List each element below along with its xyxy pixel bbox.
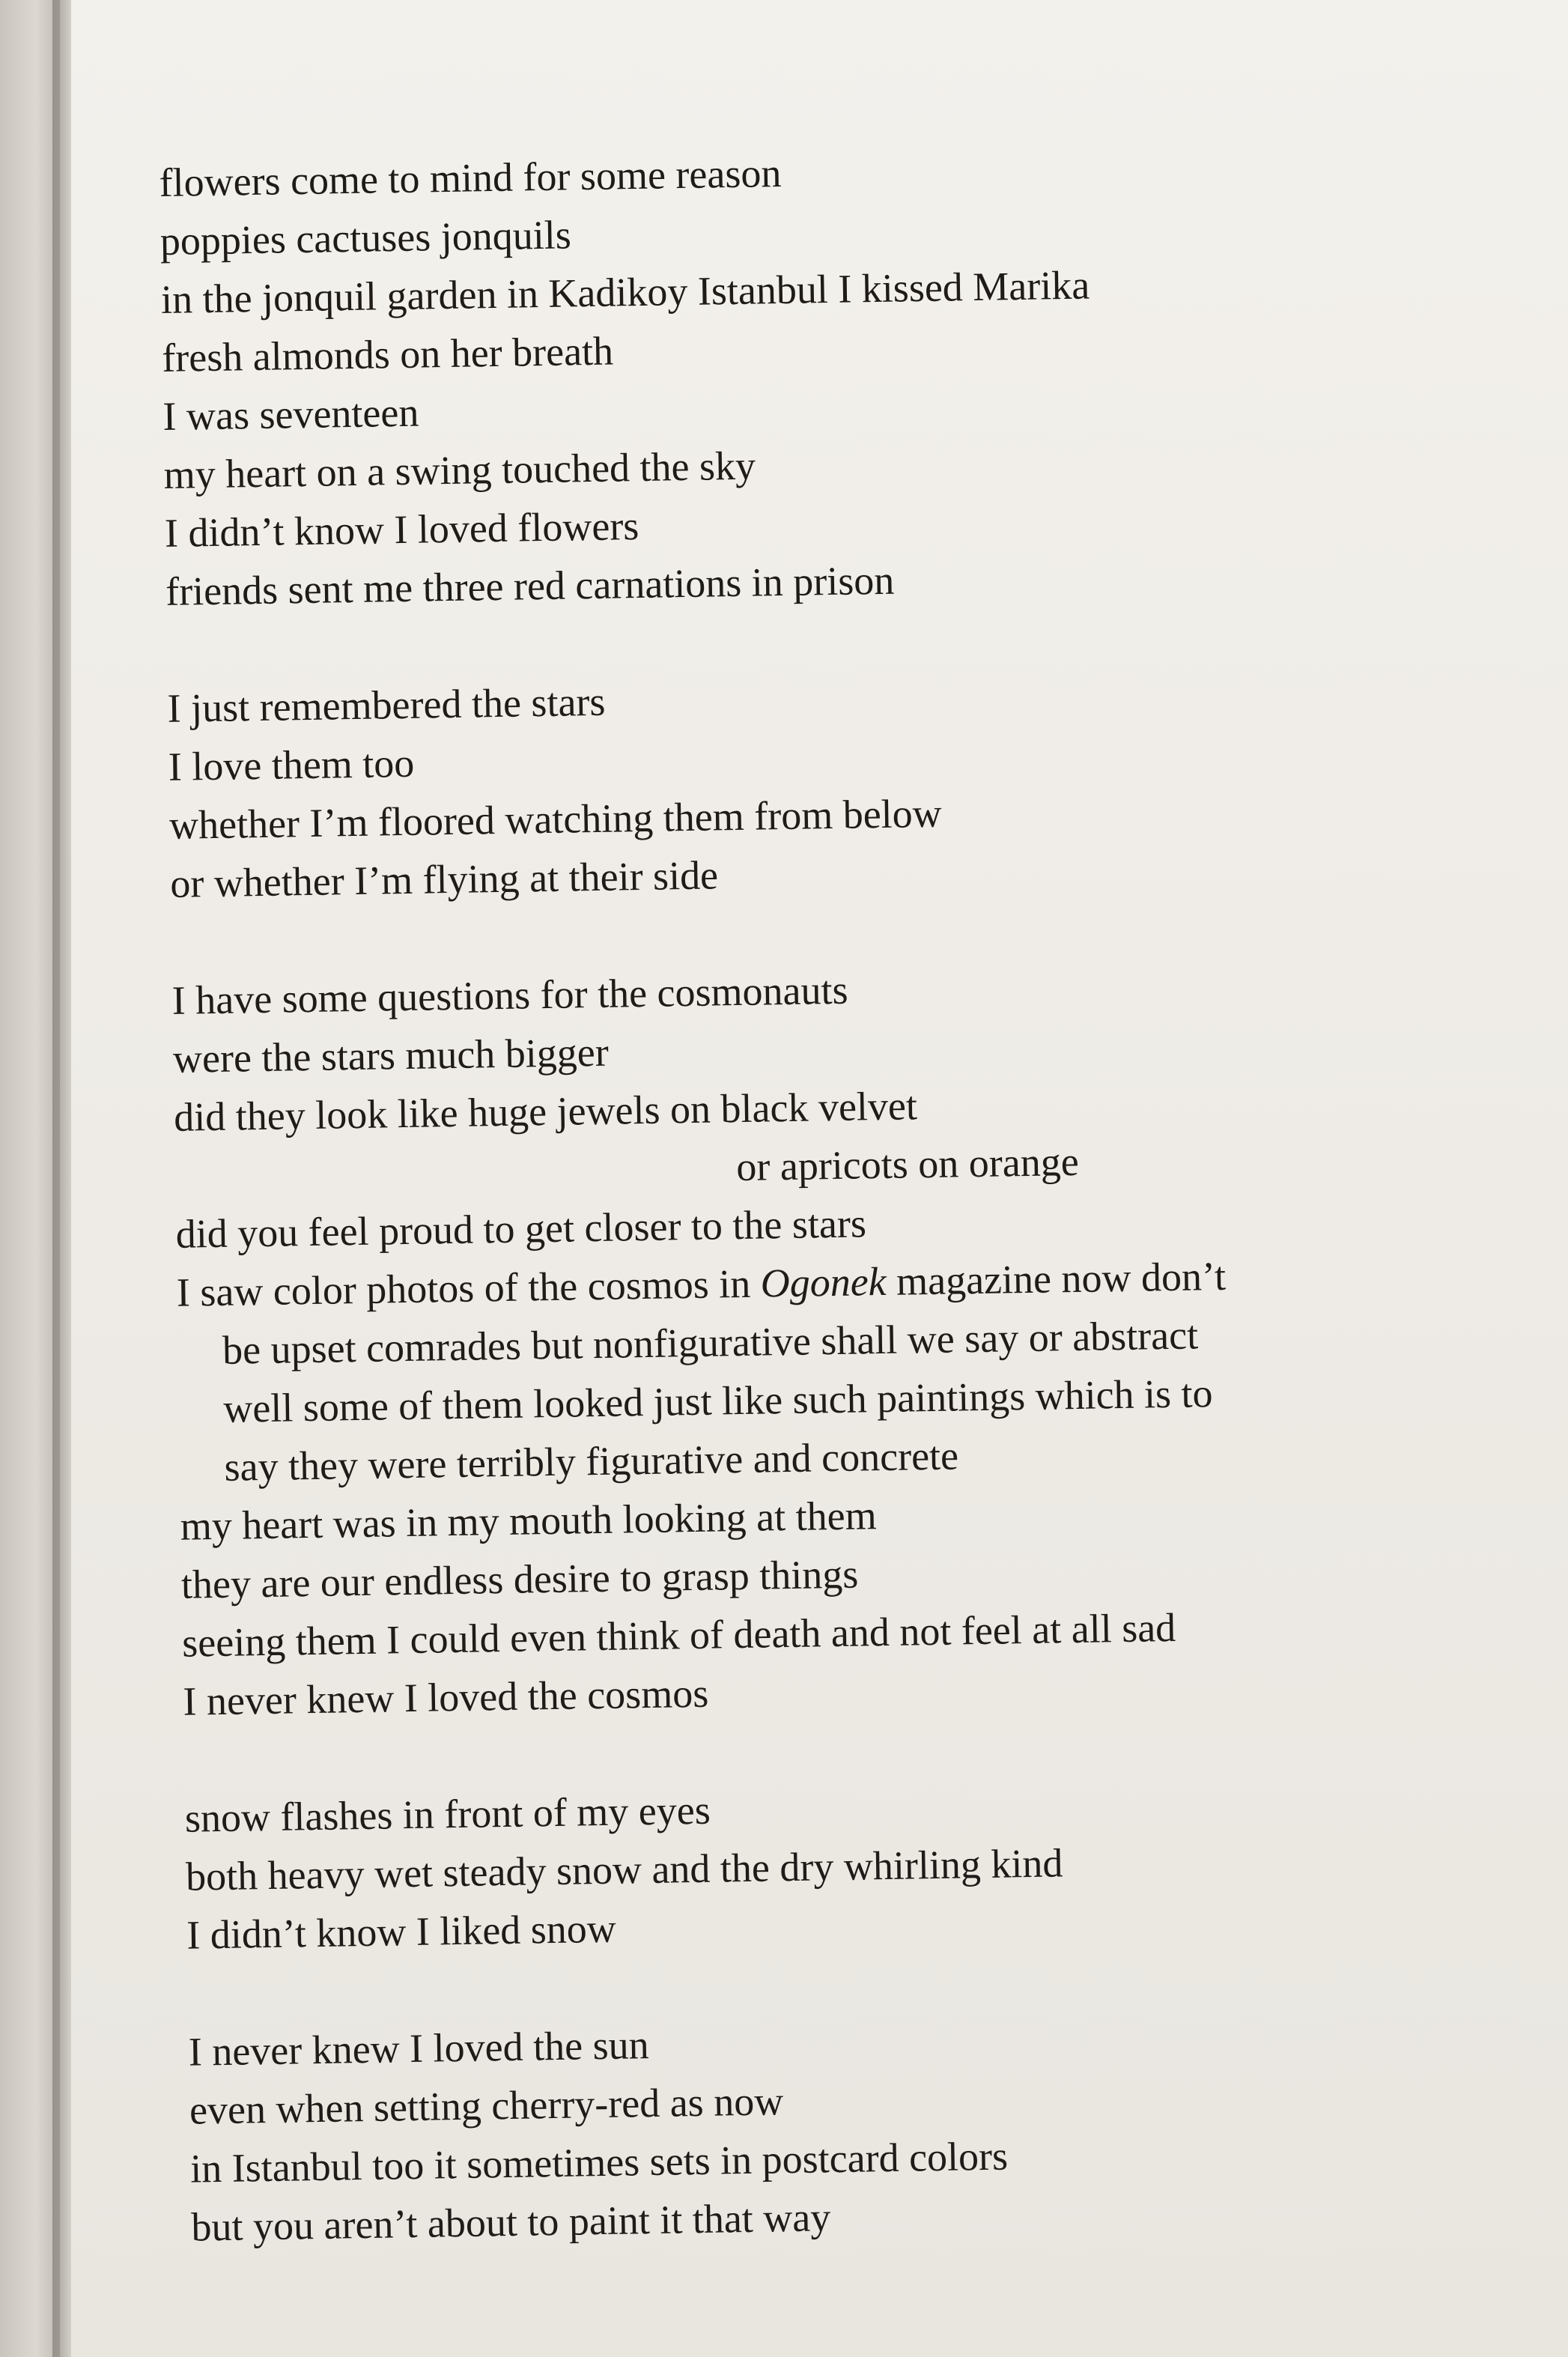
poem-line: I just remembered the stars xyxy=(167,679,606,731)
poem-line: poppies cactuses jonquils xyxy=(159,212,572,264)
poem-line: even when setting cherry-red as now xyxy=(189,2078,784,2133)
poem-line: I didn’t know I loved flowers xyxy=(164,503,639,556)
magazine-title: Ogonek xyxy=(760,1258,887,1306)
poem-line: whether I’m floored watching them from below xyxy=(168,790,943,848)
poem-text xyxy=(159,133,1465,2256)
poem-line-continued: well some of them looked just like such paintings which is to xyxy=(222,1371,1213,1431)
poem-line: I have some questions for the cosmonauts xyxy=(171,967,848,1023)
poem-line: I never knew I loved the cosmos xyxy=(182,1670,709,1724)
poem-line: did they look like huge jewels on black velvet xyxy=(173,1083,918,1140)
poem-line: friends sent me three red carnations in prison xyxy=(165,557,895,614)
poem-line: they are our endless desire to grasp things xyxy=(180,1551,859,1607)
poem-line: did you feel proud to get closer to the stars xyxy=(175,1201,867,1257)
poem-line-continued: be upset comrades but nonfigurative shall we say or abstract xyxy=(222,1312,1199,1373)
poem-line-continued: say they were terribly figurative and concrete xyxy=(224,1433,959,1490)
poem-line: both heavy wet steady snow and the dry whirling kind xyxy=(185,1840,1063,1899)
poem-line: I never knew I loved the sun xyxy=(188,2022,650,2075)
poem-line: seeing them I could even think of death and not feel at all sad xyxy=(181,1604,1176,1666)
poem-line: flowers come to mind for some reason xyxy=(159,150,782,205)
ogonek-before: I saw color photos of the cosmos in xyxy=(176,1261,762,1315)
poem-line: I didn’t know I liked snow xyxy=(186,1905,617,1958)
left-page-edge xyxy=(0,0,60,2357)
poem-line: I was seventeen xyxy=(162,389,419,439)
poem-line: my heart was in my mouth looking at them xyxy=(180,1493,878,1549)
poem-line: in Istanbul too it sometimes sets in postcard colors xyxy=(189,2133,1009,2191)
poem-line: my heart on a swing touched the sky xyxy=(163,443,756,497)
poem-line: snow flashes in front of my eyes xyxy=(184,1787,711,1841)
poem-line: fresh almonds on her breath xyxy=(161,328,614,380)
poem-line: were the stars much bigger xyxy=(172,1029,610,1082)
poem-line: in the jonquil garden in Kadikoy Istanbul I kissed Marika xyxy=(160,262,1090,322)
poem-line: or whether I’m flying at their side xyxy=(169,852,719,906)
poem-line-dropped: or apricots on orange xyxy=(735,1138,1080,1190)
poem-line: I love them too xyxy=(168,740,415,789)
ogonek-after: magazine now don’t xyxy=(886,1253,1227,1304)
poem-line: but you aren’t about to paint it that way xyxy=(191,2194,831,2250)
